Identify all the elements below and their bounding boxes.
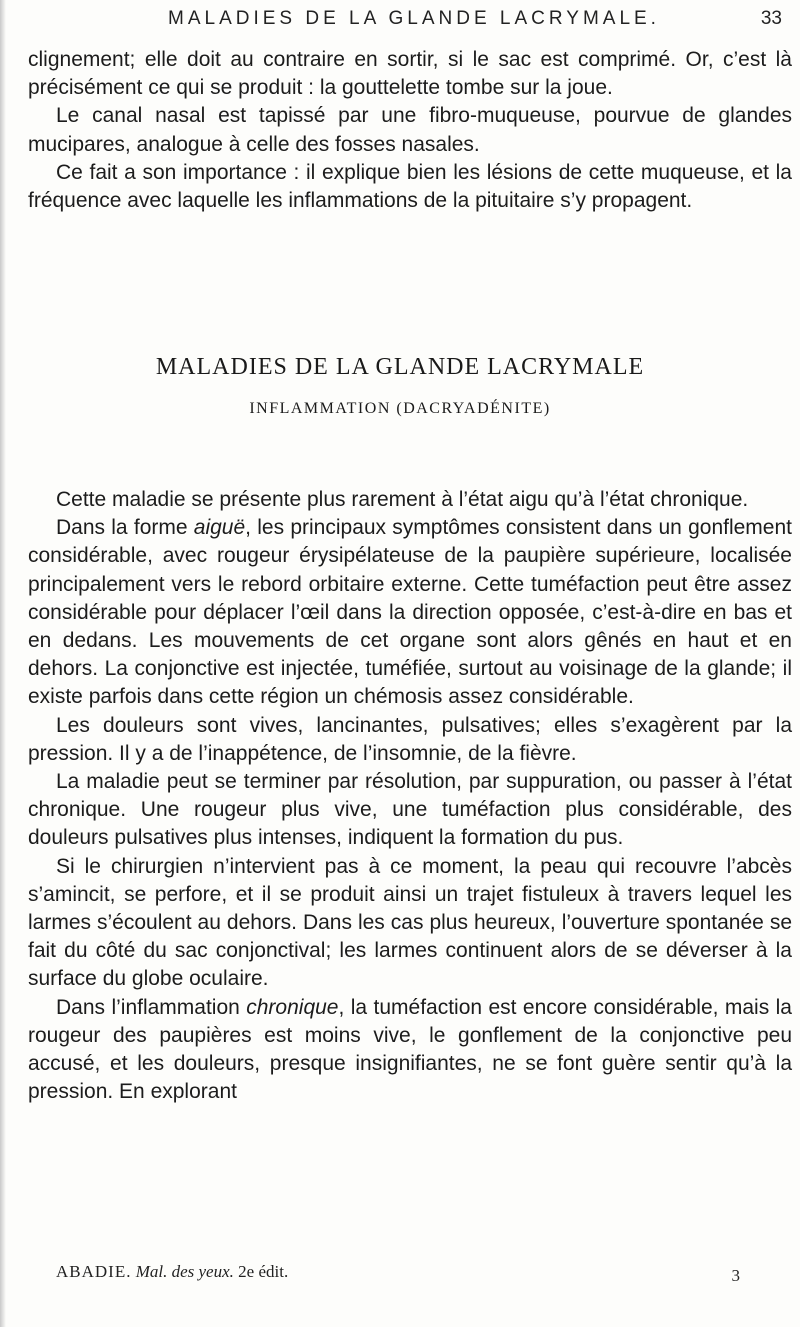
paragraph: Cette maladie se présente plus rarement à l’état aigu qu’à l’état chronique. xyxy=(56,488,749,511)
page-number: 33 xyxy=(760,8,782,29)
footer-book-title: Mal. des yeux. xyxy=(135,1262,234,1281)
text-run: , la tuméfaction est encore considérable, mais la rougeur des paupières est moins vive, le gonflement de la conjonctive peu accusé, et les douleurs, presque insignifiantes, ne se font guère sentir qu’à la pression. En explorant xyxy=(28,995,792,1104)
chapter-title: MALADIES DE LA GLANDE LACRYMALE xyxy=(155,354,645,380)
continued-text xyxy=(28,46,792,215)
text-run: Dans l’inflammation xyxy=(56,995,247,1019)
paragraph: La maladie peut se terminer par résolution, par suppuration, ou passer à l’état chronique. Une rougeur plus vive, une tuméfaction plus considérable, des douleurs pulsatives plus intenses, indiquent la formation du pus. xyxy=(28,770,792,850)
chapter-body xyxy=(28,486,792,1106)
paragraph: Si le chirurgien n’intervient pas à ce moment, la peau qui recouvre l’abcès s’amincit, se perfore, et il se produit ainsi un trajet fistuleux à travers lequel les larmes s’écoulent au dehors. Dans les cas plus heureux, l’ouverture spontanée se fait du côté du sac conjonctival; les larmes continuent alors de se déverser à la surface du globe oculaire. xyxy=(28,854,792,991)
paragraph: Ce fait a son importance : il explique bien les lésions de cette muqueuse, et la fréquence avec laquelle les inflammations de la pituitaire s’y propagent. xyxy=(28,160,792,213)
running-head xyxy=(40,8,788,38)
footer-edition: 2e édit. xyxy=(238,1262,289,1281)
text-run: Dans la forme xyxy=(56,516,194,540)
page-footer xyxy=(56,1262,740,1290)
chapter-subtitle: INFLAMMATION (DACRYADÉNITE) xyxy=(249,400,551,417)
signature-mark: 3 xyxy=(731,1266,740,1285)
emphasis-term: aiguë xyxy=(193,516,246,540)
text-run: , les principaux symptômes consistent dans un gonflement considérable, avec rougeur érysipélateuse de la paupière supérieure, localisée principalement vers le rebord orbitaire externe. Cette tuméfaction peut être assez considérable pour déplacer l’œil dans la direction opposée, c’est-à-dire en bas et en dedans. Les mouvements de cet organe sont alors gênés en haut et en dehors. La conjonctive est injectée, tuméfiée, surtout au voisinage de la glande; il existe parfois dans cette région un chémosis assez considérable. xyxy=(28,516,792,709)
paragraph: Le canal nasal est tapissé par une fibro-muqueuse, pourvue de glandes mucipares, analogue à celle des fosses nasales. xyxy=(28,104,792,156)
emphasis-term: chronique xyxy=(246,995,339,1019)
paragraph: Les douleurs sont vives, lancinantes, pulsatives; elles s’exagèrent par la pression. Il y a de l’inappétence, de l’insomnie, de la fièvre. xyxy=(28,713,792,765)
footer-author: ABADIE. xyxy=(56,1262,132,1281)
running-title: MALADIES DE LA GLANDE LACRYMALE. xyxy=(168,8,660,29)
paragraph xyxy=(28,994,792,1107)
page-edge-shadow xyxy=(0,0,6,1327)
paragraph xyxy=(28,514,792,711)
paragraph: clignement; elle doit au contraire en sortir, si le sac est comprimé. Or, c’est là précisément ce qui se produit : la gouttelette tombe sur la joue. xyxy=(28,48,792,100)
